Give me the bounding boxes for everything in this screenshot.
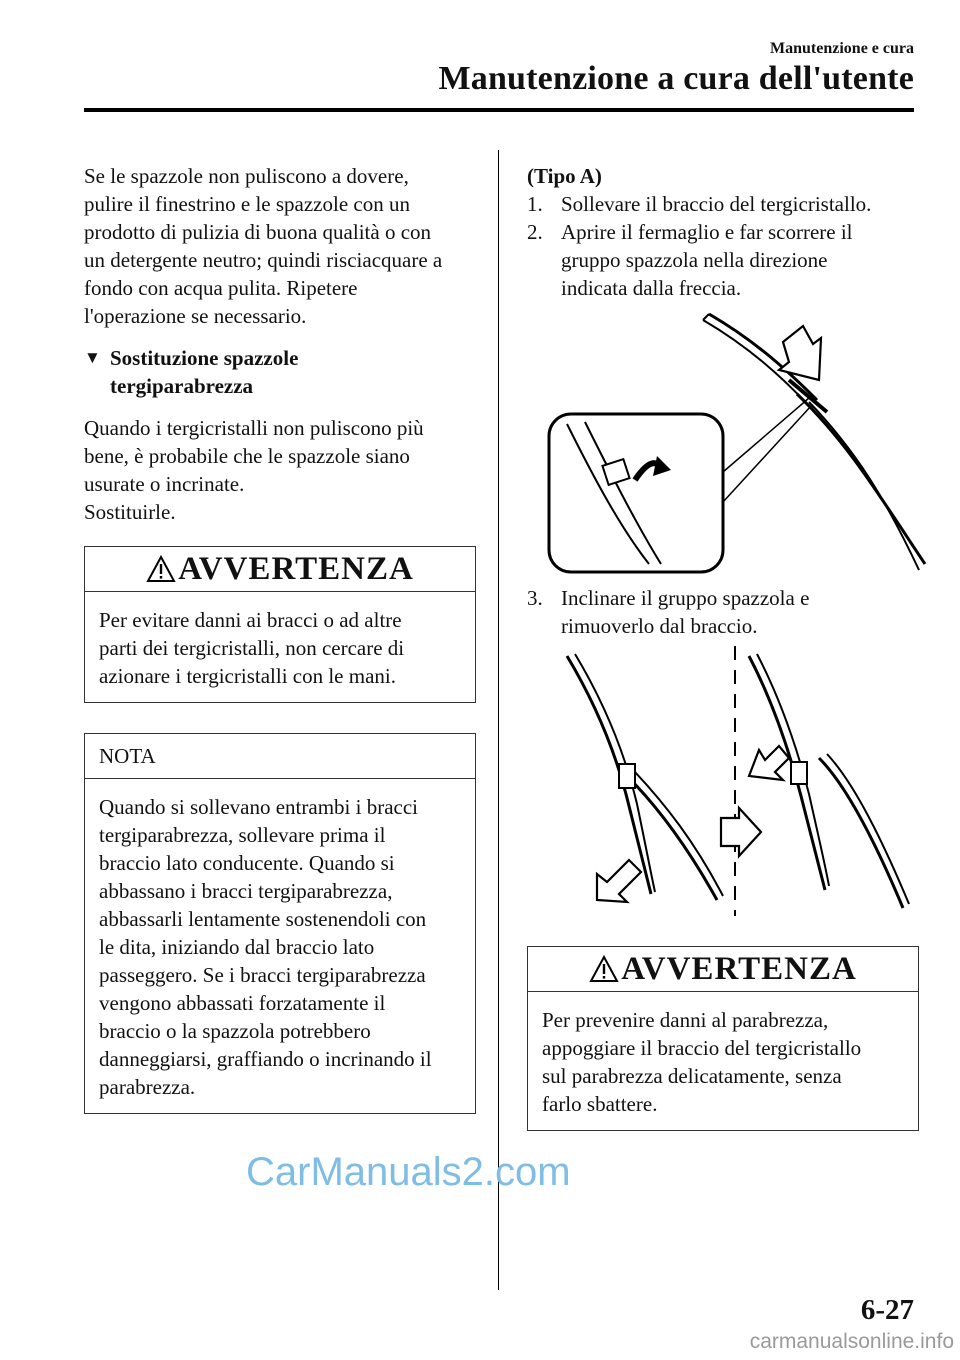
warning-header <box>85 547 475 592</box>
text-line: Sollevare il braccio del tergicristallo. <box>561 192 872 216</box>
text-line: Quando i tergicristalli non puliscono più <box>84 416 424 440</box>
text-line: Per prevenire danni al parabrezza, <box>542 1008 829 1033</box>
text-line: abbassano i bracci tergiparabrezza, <box>99 879 393 904</box>
text-line: passeggero. Se i bracci tergiparabrezza <box>99 963 426 988</box>
text-line: tergiparabrezza, sollevare prima il <box>99 823 386 848</box>
text-line: parti dei tergicristalli, non cercare di <box>99 636 405 661</box>
text-line: Per evitare danni ai bracci o ad altre <box>99 608 402 633</box>
text-line: gruppo spazzola nella direzione <box>561 248 828 272</box>
right-column <box>527 162 919 1131</box>
text-line: farlo sbattere. <box>542 1092 658 1117</box>
text-line: Se le spazzole non puliscono a dovere, <box>84 164 409 188</box>
note-body <box>85 779 475 1113</box>
text-line: prodotto di pulizia di buona qualità o con <box>84 220 432 244</box>
text-line: sul parabrezza delicatamente, senza <box>542 1064 842 1089</box>
text-line: braccio lato conducente. Quando si <box>99 851 395 876</box>
replacement-paragraph <box>84 414 476 526</box>
triangle-marker-icon: ▼ <box>84 348 101 367</box>
text-line: un detergente neutro; quindi risciacquare a <box>84 248 443 272</box>
text-line: pulire il finestrino e le spazzole con un <box>84 192 410 216</box>
warning-title: AVVERTENZA <box>178 551 414 588</box>
text-line: appoggiare il braccio del tergicristallo <box>542 1036 862 1061</box>
section-title-line: Sostituzione spazzole <box>110 346 299 370</box>
text-line: danneggiarsi, graffiando o incrinando il <box>99 1047 432 1072</box>
text-line: Sostituirle. <box>84 500 176 524</box>
step-number: 1. <box>527 192 543 216</box>
text-line: Quando si sollevano entrambi i bracci <box>99 795 418 820</box>
step-number: 3. <box>527 586 543 610</box>
section-title-line: tergiparabrezza <box>110 374 254 398</box>
text-line: bene, è probabile che le spazzole siano <box>84 444 410 468</box>
header-rule <box>84 108 914 112</box>
note-box <box>84 733 476 1114</box>
step-1 <box>527 190 919 218</box>
section-heading <box>84 344 476 400</box>
page-title: Manutenzione a cura dell'utente <box>438 60 914 97</box>
text-line: braccio o la spazzola potrebbero <box>99 1019 371 1044</box>
warning-title: AVVERTENZA <box>621 951 857 988</box>
section-header: Manutenzione e cura <box>770 40 914 57</box>
left-column <box>84 162 476 1114</box>
text-line: usurate o incrinate. <box>84 472 245 496</box>
warning-box-2 <box>527 946 919 1131</box>
text-line: indicata dalla freccia. <box>561 276 742 300</box>
text-line: l'operazione se necessario. <box>84 304 307 328</box>
text-line: parabrezza. <box>99 1075 196 1100</box>
column-divider <box>498 150 499 1290</box>
type-label: (Tipo A) <box>527 164 602 188</box>
text-line: vengono abbassati forzatamente il <box>99 991 386 1016</box>
wiper-removal-figure <box>527 646 927 920</box>
step-3 <box>527 584 919 640</box>
note-title: NOTA <box>85 734 475 779</box>
footer-watermark: carmanualsonline.info <box>749 1330 954 1353</box>
text-line: Aprire il fermaglio e far scorrere il <box>561 220 853 244</box>
warning-body <box>528 992 918 1130</box>
text-line: Inclinare il gruppo spazzola e <box>561 586 810 610</box>
text-line: rimuoverlo dal braccio. <box>561 614 758 638</box>
wiper-clip-figure <box>527 302 927 584</box>
intro-paragraph <box>84 162 476 330</box>
warning-triangle-icon <box>146 555 176 583</box>
warning-header <box>528 947 918 992</box>
warning-box <box>84 546 476 703</box>
watermark-link[interactable]: CarManuals2.com <box>246 1150 571 1194</box>
text-line: azionare i tergicristalli con le mani. <box>99 664 396 689</box>
text-line: abbassarli lentamente sostenendoli con <box>99 907 427 932</box>
text-line: fondo con acqua pulita. Ripetere <box>84 276 358 300</box>
step-number: 2. <box>527 220 543 244</box>
warning-triangle-icon <box>589 955 619 983</box>
step-2 <box>527 218 919 302</box>
text-line: le dita, iniziando dal braccio lato <box>99 935 375 960</box>
page-number: 6-27 <box>860 1294 914 1326</box>
warning-body <box>85 592 475 702</box>
